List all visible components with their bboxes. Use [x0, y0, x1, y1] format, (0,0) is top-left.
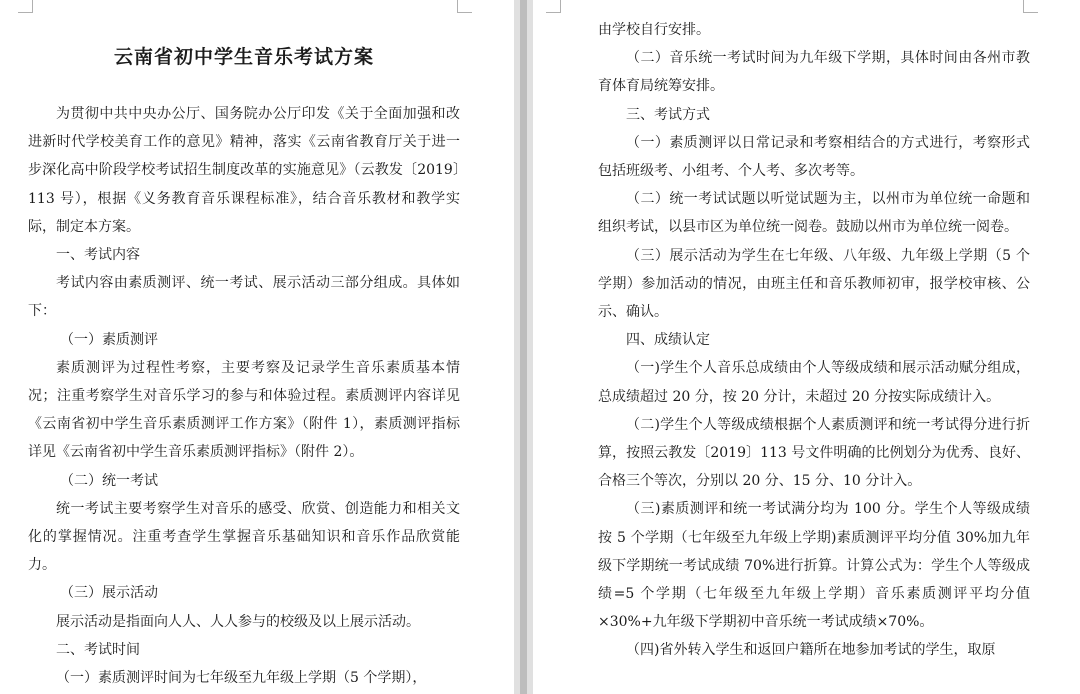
section-heading-method: 三、考试方式	[626, 106, 710, 123]
subheading-showcase: （三）展示活动	[60, 585, 158, 602]
right-page-content	[598, 0, 1030, 665]
grading-item-1: （一)学生个人音乐总成绩由个人等级成绩和展示活动赋分组成，总成绩超过 20 分，按 20 分计，未超过 20 分按实际成绩计入。	[598, 360, 1030, 405]
time-item-1: （一）素质测评时间为七年级至九年级上学期（5 个学期），	[56, 670, 427, 687]
page-gap	[514, 0, 533, 694]
method-item-3: （三）展示活动为学生在七年级、八年级、九年级上学期（5 个学期）参加活动的情况，由班主任和音乐教师初审，报学校审核、公示、确认。	[598, 247, 1030, 321]
method-item-1: （一）素质测评以日常记录和考察相结合的方式进行，考察形式包括班级考、小组考、个人考、多次考等。	[598, 134, 1030, 180]
showcase-text: 展示活动是指面向人人、人人参与的校级及以上展示活动。	[56, 613, 420, 630]
continuation-text: 由学校自行安排。	[598, 22, 710, 38]
subheading-unified-exam: （二）统一考试	[60, 472, 158, 489]
method-item-2: （二）统一考试试题以听觉试题为主，以州市为单位统一命题和组织考试，以县市区为单位统一阅卷。鼓励以州市为单位统一阅卷。	[598, 191, 1030, 236]
unified-exam-text: 统一考试主要考察学生对音乐的感受、欣赏、创造能力和相关文化的掌握情况。注重考查学生掌握音乐基础知识和音乐作品欣赏能力。	[28, 500, 460, 574]
document-title: 云南省初中学生音乐考试方案	[113, 46, 374, 68]
left-page-content	[28, 0, 460, 692]
grading-item-3: （三)素质测评和统一考试满分均为 100 分。学生个人等级成绩按 5 个学期（七年级至九年级上学期)素质测评平均分值 30%加九年级下学期统一考试成绩 70%进行折算。计算公式为：学生个人等级成绩=5 个学期（七年级至九年级上学期）音乐素质测评平均分值×30%+九年级下学期初中音乐统一考试成绩×70%。	[598, 501, 1030, 631]
intro-paragraph: 为贯彻中共中央办公厅、国务院办公厅印发《关于全面加强和改进新时代学校美育工作的意见》精神，落实《云南省教育厅关于进一步深化高中阶段学校考试招生制度改革的实施意见》（云教发〔2019〕113 号），根据《义务教育音乐课程标准》，结合音乐教材和教学实际，制定本方案。	[28, 106, 460, 235]
grading-item-4: （四)省外转入学生和返回户籍所在地参加考试的学生，取原	[626, 642, 996, 659]
page-gap-bar	[520, 0, 527, 694]
document-page-right	[533, 0, 1080, 694]
grading-item-2: （二)学生个人等级成绩根据个人素质测评和统一考试得分进行折算，按照云教发〔2019〕113 号文件明确的比例划分为优秀、良好、合格三个等次，分别以 20 分、15 分、10 分计入。	[598, 416, 1030, 490]
quality-assessment-text: 素质测评为过程性考察，主要考察及记录学生音乐素质基本情况；注重考察学生对音乐学习的参与和体验过程。素质测评内容详见《云南省初中学生音乐素质测评工作方案》（附件 1），素质测评指标详见《云南省初中学生音乐素质测评指标》（附件 2）。	[28, 359, 460, 461]
section-heading-time: 二、考试时间	[56, 641, 140, 658]
section-heading-grading: 四、成绩认定	[626, 332, 710, 349]
crop-mark-top-left-right-page	[546, 0, 561, 13]
subheading-quality-assessment: （一）素质测评	[60, 331, 158, 348]
document-page-left	[0, 0, 514, 694]
section-content-text: 考试内容由素质测评、统一考试、展示活动三部分组成。具体如下：	[28, 275, 460, 320]
time-item-2: （二）音乐统一考试时间为九年级下学期，具体时间由各州市教育体育局统筹安排。	[598, 50, 1030, 95]
section-heading-content: 一、考试内容	[56, 247, 140, 264]
